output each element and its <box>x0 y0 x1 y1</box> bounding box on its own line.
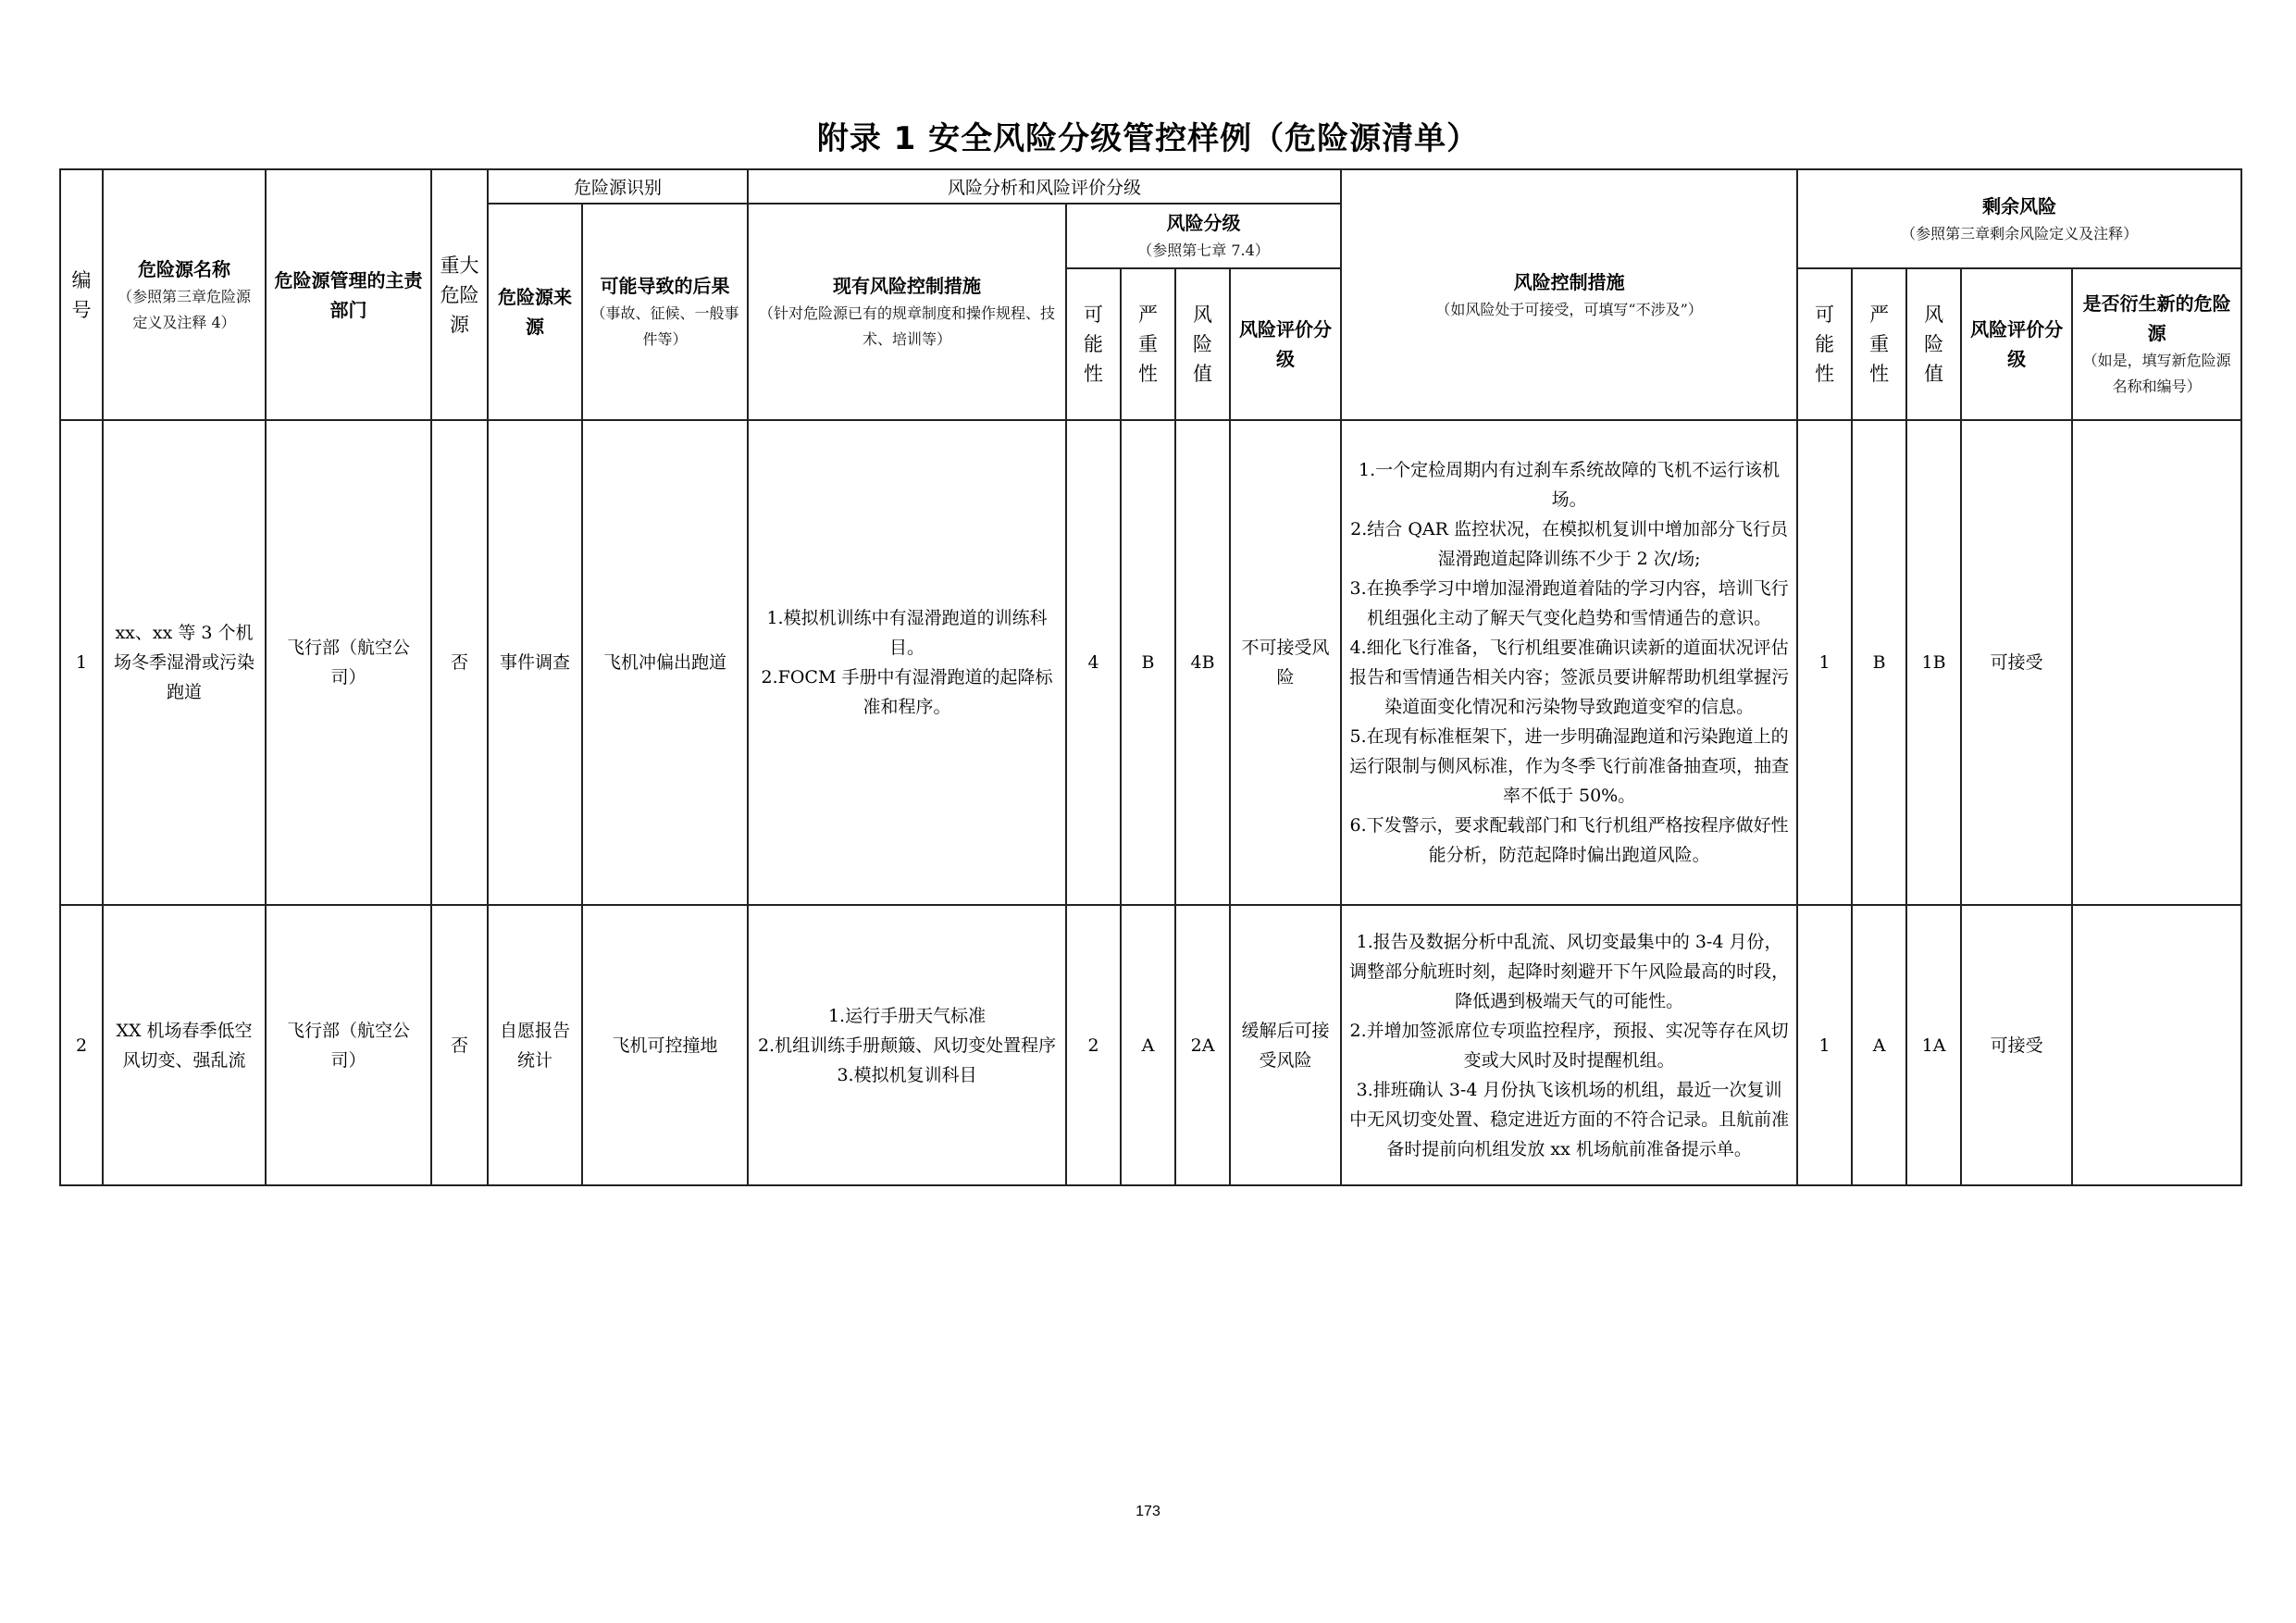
header-hazard-name: 危险源名称 （参照第三章危险源定义及注释 4） <box>103 169 266 420</box>
page-number: 173 <box>1136 1504 1160 1519</box>
header-no: 编号 <box>60 169 103 420</box>
cell-eval: 缓解后可接受风险 <box>1230 905 1341 1185</box>
existing-measure: 3.模拟机复训科目 <box>837 1064 977 1085</box>
cell-risk-value: 4B <box>1175 420 1230 905</box>
header-new-hazard: 是否衍生新的危险源 （如是，填写新危险源名称和编号） <box>2072 268 2241 420</box>
cell-residual-eval: 可接受 <box>1961 905 2072 1185</box>
hazard-list-table <box>59 168 2242 1186</box>
cell-likelihood: 4 <box>1066 420 1121 905</box>
header-eval: 风险评价分级 <box>1230 268 1341 420</box>
cell-residual-severity: B <box>1852 420 1906 905</box>
header-source: 危险源来源 <box>488 204 582 420</box>
cell-dept: 飞行部（航空公司） <box>266 420 431 905</box>
cell-source: 自愿报告统计 <box>488 905 582 1185</box>
cell-residual-severity: A <box>1852 905 1906 1185</box>
header-identification: 危险源识别 <box>488 169 748 204</box>
cell-likelihood: 2 <box>1066 905 1121 1185</box>
control-measure: 1.一个定检周期内有过刹车系统故障的飞机不运行该机场。 <box>1359 460 1781 510</box>
cell-new-hazard <box>2072 420 2241 905</box>
cell-new-hazard <box>2072 905 2241 1185</box>
existing-measure: 2.机组训练手册颠簸、风切变处置程序 <box>757 1035 1057 1056</box>
cell-source: 事件调查 <box>488 420 582 905</box>
cell-residual-eval: 可接受 <box>1961 420 2072 905</box>
cell-no: 1 <box>60 420 103 905</box>
cell-residual-value: 1B <box>1906 420 1961 905</box>
header-residual-likelihood: 可能性 <box>1797 268 1852 420</box>
header-consequence: 可能导致的后果 （事故、征候、一般事件等） <box>582 204 748 420</box>
cell-eval: 不可接受风险 <box>1230 420 1341 905</box>
existing-measure: 1.运行手册天气标准 <box>827 1005 987 1026</box>
cell-major: 否 <box>431 905 488 1185</box>
table-row <box>60 905 2241 1185</box>
control-measure: 5.在现有标准框架下，进一步明确湿跑道和污染跑道上的运行限制与侧风标准，作为冬季飞行前准备抽查项，抽查率不低于 50%。 <box>1349 726 1790 806</box>
page-title: 附录 1 安全风险分级管控样例（危险源清单） <box>816 120 1480 157</box>
cell-severity: A <box>1121 905 1175 1185</box>
control-measure: 2.结合 QAR 监控状况，在模拟机复训中增加部分飞行员湿滑跑道起降训练不少于 2 次/场; <box>1350 519 1788 569</box>
header-residual-severity: 严重性 <box>1852 268 1906 420</box>
control-measure: 3.排班确认 3-4 月份执飞该机场的机组，最近一次复训中无风切变处置、稳定进近方面的不符合记录。且航前准备时提前向机组发放 xx 机场航前准备提示单。 <box>1349 1079 1790 1159</box>
cell-no: 2 <box>60 905 103 1185</box>
header-likelihood: 可能性 <box>1066 268 1121 420</box>
cell-existing-measures <box>748 420 1066 905</box>
header-control: 风险控制措施 （如风险处于可接受，可填写“不涉及”） <box>1341 169 1797 420</box>
header-risk-value: 风险值 <box>1175 268 1230 420</box>
control-measure: 2.并增加签派席位专项监控程序，预报、实况等存在风切变或大风时及时提醒机组。 <box>1349 1020 1789 1071</box>
table-row <box>60 420 2241 905</box>
control-measure: 1.报告及数据分析中乱流、风切变最集中的 3-4 月份，调整部分航班时刻，起降时刻避开下午风险最高的时段，降低遇到极端天气的可能性。 <box>1349 931 1790 1011</box>
control-measure: 3.在换季学习中增加湿滑跑道着陆的学习内容，培训飞行机组强化主动了解天气变化趋势和雪情通告的意识。 <box>1349 578 1789 628</box>
header-analysis: 风险分析和风险评价分级 <box>748 169 1341 204</box>
header-residual: 剩余风险 （参照第三章剩余风险定义及注释） <box>1797 169 2241 268</box>
cell-hazard-name: XX 机场春季低空风切变、强乱流 <box>103 905 266 1185</box>
existing-measure: 2.FOCM 手册中有湿滑跑道的起降标准和程序。 <box>761 667 1053 717</box>
header-major: 重大危险源 <box>431 169 488 420</box>
header-residual-value: 风险值 <box>1906 268 1961 420</box>
cell-residual-likelihood: 1 <box>1797 905 1852 1185</box>
cell-risk-value: 2A <box>1175 905 1230 1185</box>
cell-residual-value: 1A <box>1906 905 1961 1185</box>
cell-severity: B <box>1121 420 1175 905</box>
control-measure: 6.下发警示，要求配载部门和飞行机组严格按程序做好性能分析，防范起降时偏出跑道风险。 <box>1349 815 1789 865</box>
header-residual-eval: 风险评价分级 <box>1961 268 2072 420</box>
cell-control-measures <box>1341 905 1797 1185</box>
cell-consequence: 飞机冲偏出跑道 <box>582 420 748 905</box>
cell-dept: 飞行部（航空公司） <box>266 905 431 1185</box>
header-grading: 风险分级 （参照第七章 7.4） <box>1066 204 1341 268</box>
existing-measure: 1.模拟机训练中有湿滑跑道的训练科目。 <box>766 608 1048 658</box>
cell-consequence: 飞机可控撞地 <box>582 905 748 1185</box>
cell-major: 否 <box>431 420 488 905</box>
cell-control-measures <box>1341 420 1797 905</box>
cell-hazard-name: xx、xx 等 3 个机场冬季湿滑或污染跑道 <box>103 420 266 905</box>
control-measure: 4.细化飞行准备，飞行机组要准确识读新的道面状况评估报告和雪情通告相关内容；签派员要讲解帮助机组掌握污染道面变化情况和污染物导致跑道变窄的信息。 <box>1349 638 1790 717</box>
cell-residual-likelihood: 1 <box>1797 420 1852 905</box>
header-existing: 现有风险控制措施 （针对危险源已有的规章制度和操作规程、技术、培训等） <box>748 204 1066 420</box>
header-dept: 危险源管理的主责部门 <box>266 169 431 420</box>
header-severity: 严重性 <box>1121 268 1175 420</box>
cell-existing-measures <box>748 905 1066 1185</box>
